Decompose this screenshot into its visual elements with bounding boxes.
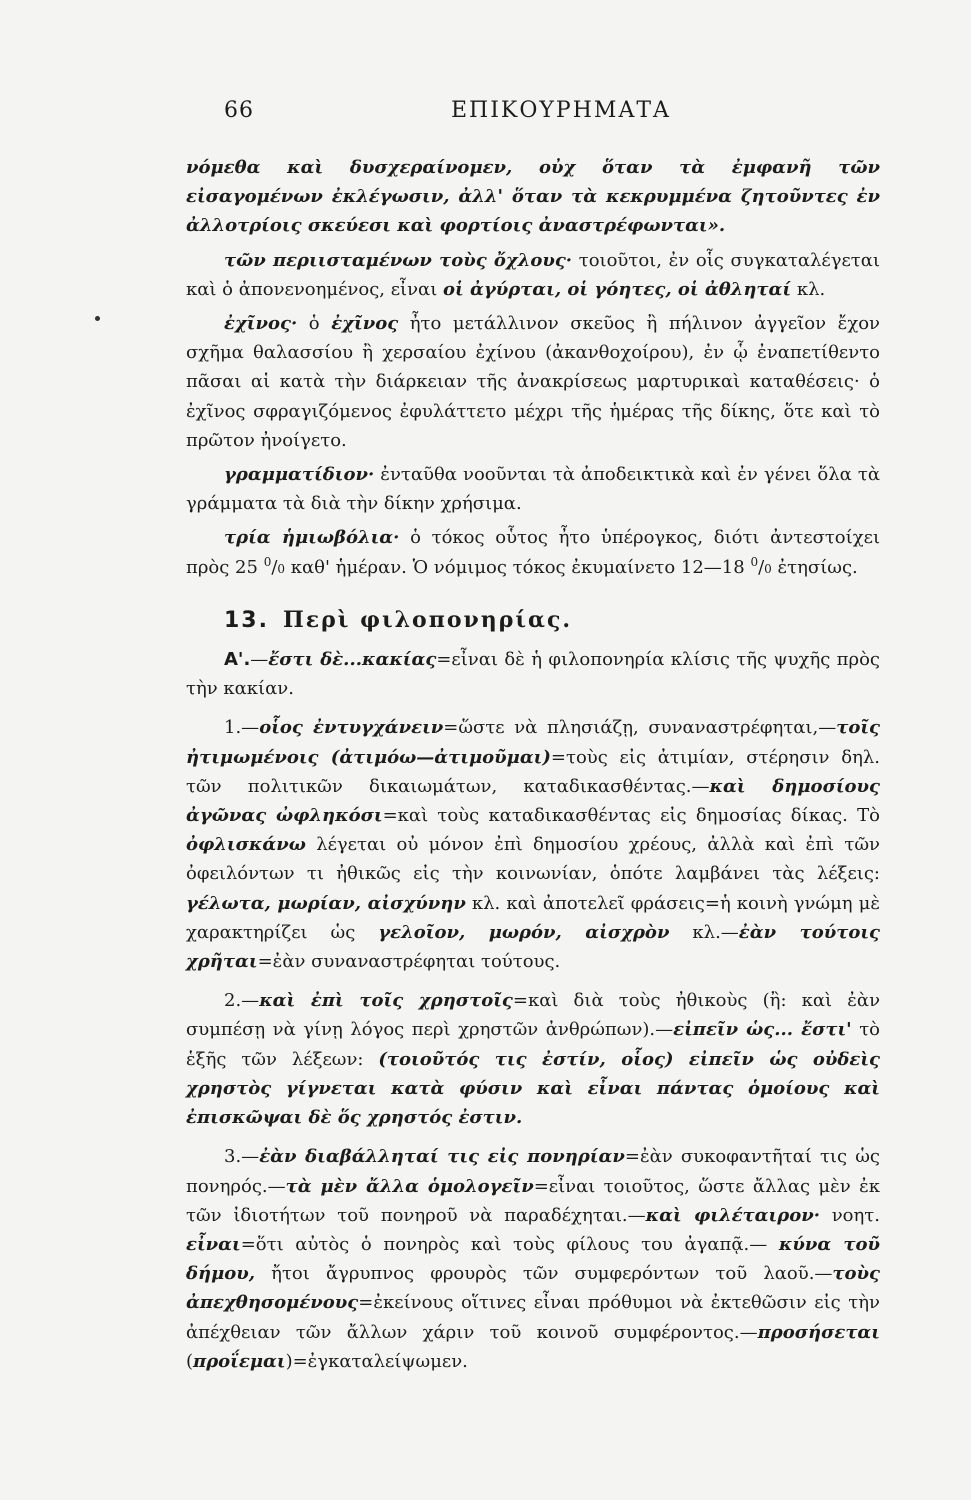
note-text: =καὶ τοὺς καταδικασθέντας εἰς δημοσίας δίκας. Τὸ <box>382 805 880 827</box>
note-text: τὸ ἑξῆς τῶν λέξεων: <box>186 1019 880 1070</box>
lemma: οἷος ἐντυγχάνειν <box>259 717 444 739</box>
lemma: τρία ἡμιωβόλια· <box>224 527 400 549</box>
bold-text: ἐχῖνος <box>331 313 399 335</box>
bold-text: γέλωτα, μωρίαν, αἰσχύνην <box>186 892 466 914</box>
page-body <box>186 153 880 1376</box>
lemma: καὶ φιλέταιρον· <box>645 1204 820 1226</box>
lemma: ἐὰν τούτοις χρῆται <box>186 921 880 973</box>
bold-text: οἱ ἀγύρται, οἱ γόητες, οἱ ἀθληταί <box>442 278 792 300</box>
lemma: γραμματίδιον· <box>224 464 375 486</box>
page-number: 66 <box>224 98 254 123</box>
running-head <box>0 96 971 130</box>
lemma: τοὺς ἀπεχθησομένους <box>186 1263 880 1314</box>
bold-text: ὀφλισκάνω <box>186 834 306 856</box>
note-echinos <box>186 309 880 455</box>
lemma: ἔστι δὲ...κακίας <box>268 649 437 671</box>
note-text: ἐτησίως. <box>771 556 858 578</box>
note-number: 2.— <box>224 990 260 1012</box>
lemma: τῶν περιισταμένων τοὺς ὄχλους· <box>224 249 573 271</box>
lemma: εἰπεῖν ὡς... ἔστι' <box>673 1019 852 1041</box>
note-text: =τοὺς εἰς ἀτιμίαν, στέρησιν δηλ. τῶν πολιτικῶν δικαιωμάτων, καταδικασθέντας.— <box>186 746 880 797</box>
paragraph-continuation <box>186 153 880 241</box>
note-text: =καὶ διὰ τοὺς ἠθικοὺς (ἢ: καὶ ἐὰν συμπέσῃ νὰ γίνῃ λόγος περὶ χρηστῶν ἀνθρώπων).— <box>186 990 881 1041</box>
subsection-label: Α'. <box>224 649 251 671</box>
bold-text: (τοιοῦτός τις ἐστίν, οἷος) εἰπεῖν ὡς οὐδεὶς χρηστὸς γίγνεται κατὰ φύσιν καὶ εἶναι πάντας ὁμοίους καὶ ἐπισκῶψαι δὲ ὅς χρηστός ἐστιν. <box>186 1048 880 1129</box>
section-heading <box>186 606 880 635</box>
note-text: — <box>250 649 269 671</box>
note-text: =ὅτι αὐτὸς ὁ πονηρὸς καὶ τοὺς φίλους του ἀγαπᾷ.— <box>240 1233 779 1255</box>
note-text: ἐνταῦθα νοοῦνται τὰ ἀποδεικτικὰ καὶ ἐν γένει ὅλα τὰ γράμματα τὰ διὰ τὴν δίκην χρήσιμα. <box>186 464 880 515</box>
percent-sub: 0 <box>764 561 772 576</box>
note-text: =εἶναι τοιοῦτος, ὥστε ἄλλας μὲν ἐκ τῶν ἰδιοτήτων τοῦ πονηροῦ νὰ παραδέχηται.— <box>186 1175 880 1226</box>
lemma: κύνα τοῦ δήμου, <box>186 1233 880 1285</box>
lemma: ἐχῖνος· <box>224 313 298 335</box>
note-number: 1.— <box>224 717 260 739</box>
running-title: ΕΠΙΚΟΥΡΗΜΑΤΑ <box>451 98 671 123</box>
note-3 <box>186 1142 880 1376</box>
bold-text: εἶναι <box>186 1233 241 1255</box>
bold-text: προΐεμαι <box>193 1350 286 1372</box>
percent-sup: 0 <box>263 554 272 569</box>
note-grammatidion <box>186 460 880 518</box>
note-text: κλ. <box>791 278 826 300</box>
note-a <box>186 645 880 703</box>
note-2 <box>186 986 880 1132</box>
margin-dot <box>95 316 100 321</box>
note-text: =ἐὰν συκοφαντῆταί τις ὡς πονηρός.— <box>186 1146 880 1197</box>
note-text: τοιοῦτοι, ἐν οἷς συγκαταλέγεται καὶ ὁ ἀπονενοημένος, εἶναι <box>186 249 880 300</box>
note-text: κλ.— <box>669 921 739 943</box>
lemma: ἐὰν διαβάλληταί τις εἰς πονηρίαν <box>259 1146 625 1168</box>
bold-text: γελοῖον, μωρόν, αἰσχρὸν <box>378 921 670 943</box>
note-text: ( <box>186 1350 194 1372</box>
note-text: καθ' ἡμέραν. Ὁ νόμιμος τόκος ἐκυμαίνετο 12—18 <box>285 556 751 578</box>
note-text: νοητ. <box>819 1204 880 1226</box>
note-1 <box>186 713 880 976</box>
note-text: ἦτο μετάλλινον σκεῦος ἢ πήλινον ἀγγεῖον ἔχον σχῆμα θαλασσίου ἢ χερσαίου ἐχίνου (ἀκανθοχοίρου), ἐν ᾧ ἐναπετίθεντο πᾶσαι αἱ κατὰ τὴν διάρκειαν τῆς ἀνακρίσεως μαρτυρικαὶ καταθέσεις· ὁ ἐχῖνος σφραγιζόμενος ἐφυλάττετο μέχρι τῆς ἡμέρας τῆς δίκης, ὅτε καὶ τὸ πρῶτον ἠνοίγετο. <box>186 313 881 451</box>
lemma: καὶ ἐπὶ τοῖς χρηστοῖς <box>259 990 513 1012</box>
note-text: =ἐκείνους οἵτινες εἶναι πρόθυμοι νὰ ἐκτεθῶσιν εἰς τὴν ἀπέχθειαν τῶν ἄλλων χάριν τοῦ κοινοῦ συμφέροντος.— <box>186 1292 880 1343</box>
note-text: / <box>271 556 278 578</box>
percent-sub: 0 <box>277 561 286 576</box>
bold-text: νόμεθα καὶ δυσχεραίνομεν, οὐχ ὅταν τὰ ἐμφανῆ τῶν εἰσαγομένων ἐκλέγωσιν, ἀλλ' ὅταν τὰ κεκρυμμένα ζητοῦντες ἐν ἀλλοτρίοις σκεύεσι καὶ φορτίοις ἀναστρέφωνται». <box>186 157 880 237</box>
note-text: ὁ τόκος οὗτος ἦτο ὑπέρογκος, διότι ἀντεστοίχει πρὸς 25 <box>186 527 880 578</box>
lemma: τὰ μὲν ἄλλα ὁμολογεῖν <box>285 1175 534 1197</box>
note-text: )=ἐγκαταλείψωμεν. <box>285 1350 468 1372</box>
note-text: λέγεται οὐ μόνον ἐπὶ δημοσίου χρέους, ἀλλὰ καὶ ἐπὶ τῶν ὀφειλόντων τι ἠθικῶς εἰς τὴν κοινωνίαν, ὁπότε λαμβάνει τὰς λέξεις: <box>186 834 880 885</box>
note-text: =ἐὰν συναναστρέφηται τούτους. <box>257 951 561 973</box>
note-text: ἤτοι ἄγρυπνος φρουρὸς τῶν συμφερόντων τοῦ λαοῦ.— <box>255 1263 833 1285</box>
note-number: 3.— <box>224 1146 260 1168</box>
percent-sup: 0 <box>750 554 759 569</box>
note-text: ὁ <box>297 313 332 335</box>
note-text: =εἶναι δὲ ἡ φιλοπονηρία κλίσις τῆς ψυχῆς πρὸς τὴν κακίαν. <box>186 649 881 700</box>
note-tria-hemiobolia <box>186 523 880 583</box>
lemma: προσήσεται <box>757 1321 880 1343</box>
note-text: / <box>758 556 765 578</box>
lemma: τοῖς ἠτιμωμένοις (ἀτιμόω—ἀτιμοῦμαι) <box>186 717 881 768</box>
note-text: κλ. καὶ ἀποτελεῖ φράσεις=ἡ κοινὴ γνώμη μὲ χαρακτηρίζει ὡς <box>186 892 880 943</box>
note-periistamenon <box>186 246 880 304</box>
lemma: καὶ δημοσίους ἀγῶνας ὠφληκόσι <box>186 775 881 827</box>
note-text: =ὥστε νὰ πλησιάζῃ, συναναστρέφηται,— <box>443 717 837 739</box>
section-number: 13. <box>224 607 269 633</box>
section-title: Περὶ φιλοπονηρίας. <box>282 606 573 633</box>
